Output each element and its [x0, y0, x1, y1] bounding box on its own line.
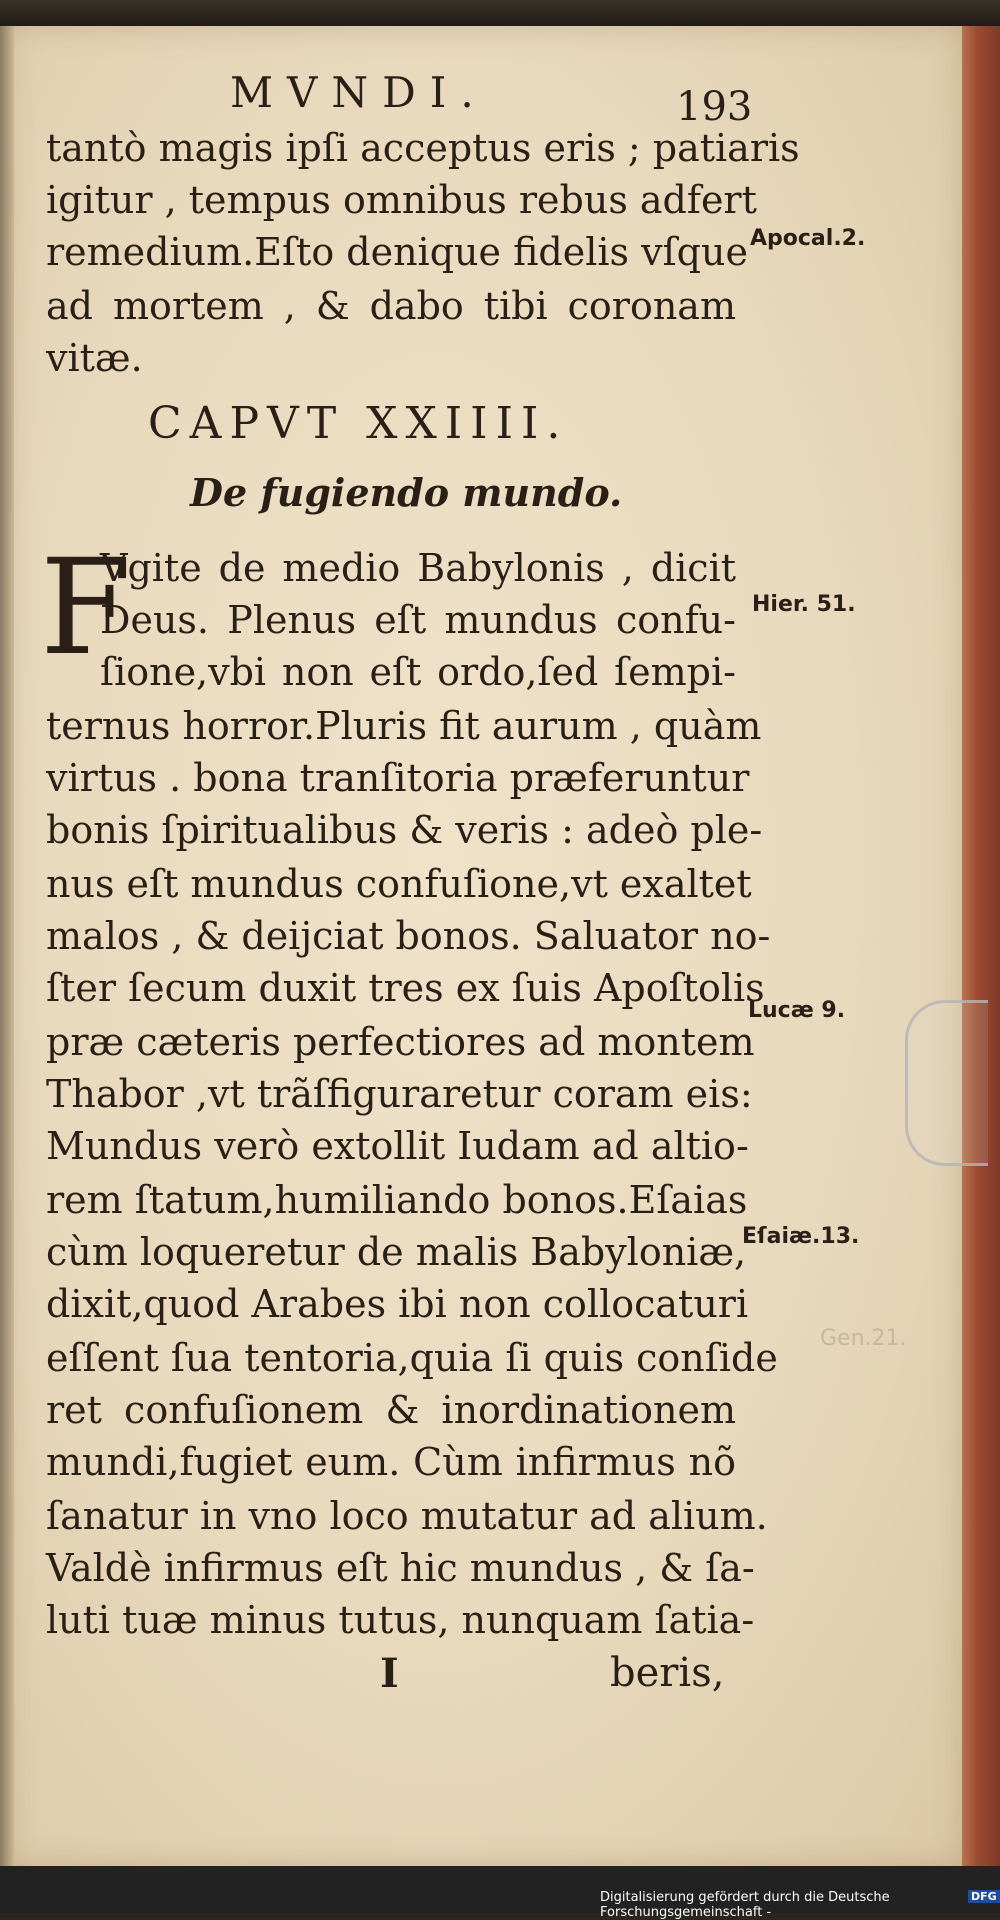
footer-credit: Digitalisierung gefördert durch die Deutsche Forschungsgemeinschaft -: [600, 1890, 890, 1920]
page-number: 193: [676, 84, 753, 130]
text-line: ſione,vbi non eſt ordo,ſed ſempi-: [100, 650, 736, 694]
text-line: nus eſt mundus confuſione,vt exaltet: [46, 862, 752, 906]
text-line: Deus. Plenus eſt mundus confu-: [100, 598, 736, 642]
drop-cap: F: [40, 531, 132, 685]
text-line: ſter ſecum duxit tres ex ſuis Apoſtolis: [46, 966, 765, 1010]
text-line: igitur , tempus omnibus rebus adfert: [46, 178, 757, 222]
catchword: beris,: [610, 1650, 725, 1696]
text-line: præ cæteris perfectiores ad montem: [46, 1020, 755, 1064]
chapter-subheading: De fugiendo mundo.: [190, 470, 623, 515]
gutter-edge: [0, 26, 14, 1866]
page-clip: [905, 1000, 988, 1166]
text-line: tantò magis ipſi acceptus eris ; patiaris: [46, 126, 800, 170]
running-head: MVNDI.: [230, 68, 488, 117]
signature-mark: I: [380, 1650, 399, 1697]
text-line: bonis ſpiritualibus & veris : adeò ple-: [46, 808, 763, 852]
text-line: malos , & deijciat bonos. Saluator no-: [46, 914, 771, 958]
text-line: Vgite de medio Babylonis , dicit: [100, 546, 736, 590]
text-line: remedium.Eſto denique fidelis vſque: [46, 230, 748, 274]
chapter-heading: CAPVT XXIIII.: [148, 398, 569, 449]
margin-note: Lucæ 9.: [748, 998, 846, 1023]
text-line: ret confuſionem & inordinationem: [46, 1388, 736, 1432]
margin-note: Apocal.2.: [750, 226, 866, 251]
text-line: cùm loqueretur de malis Babyloniæ,: [46, 1230, 747, 1274]
red-page-edge: [962, 26, 1000, 1866]
text-line: ternus horror.Pluris fit aurum , quàm: [46, 704, 762, 748]
text-line: eſſent ſua tentoria,quia ſi quis conſide: [46, 1336, 778, 1380]
margin-note: Eſaiæ.13.: [742, 1224, 860, 1249]
dfg-logo: DFG: [968, 1890, 1000, 1903]
text-line: luti tuæ minus tutus, nunquam ſatia-: [46, 1598, 755, 1642]
text-line: ſanatur in vno loco mutatur ad alium.: [46, 1494, 768, 1538]
text-line: Valdè infirmus eſt hic mundus , & ſa-: [46, 1546, 755, 1590]
text-line: virtus . bona tranſitoria præferuntur: [46, 756, 750, 800]
text-line: dixit,quod Arabes ibi non collocaturi: [46, 1282, 749, 1326]
margin-note: Hier. 51.: [752, 592, 856, 617]
text-line: Mundus verò extollit Iudam ad altio-: [46, 1124, 749, 1168]
text-line: vitæ.: [46, 336, 143, 380]
book-top-edge: [0, 0, 1000, 28]
text-line: Thabor ,vt trãſfiguraretur coram eis:: [46, 1072, 753, 1116]
text-line: ad mortem , & dabo tibi coronam: [46, 284, 736, 328]
margin-note-faded: Gen.21.: [820, 1326, 907, 1351]
text-line: rem ſtatum,humiliando bonos.Eſaias: [46, 1178, 748, 1222]
text-line: mundi,fugiet eum. Cùm infirmus nõ: [46, 1440, 736, 1484]
